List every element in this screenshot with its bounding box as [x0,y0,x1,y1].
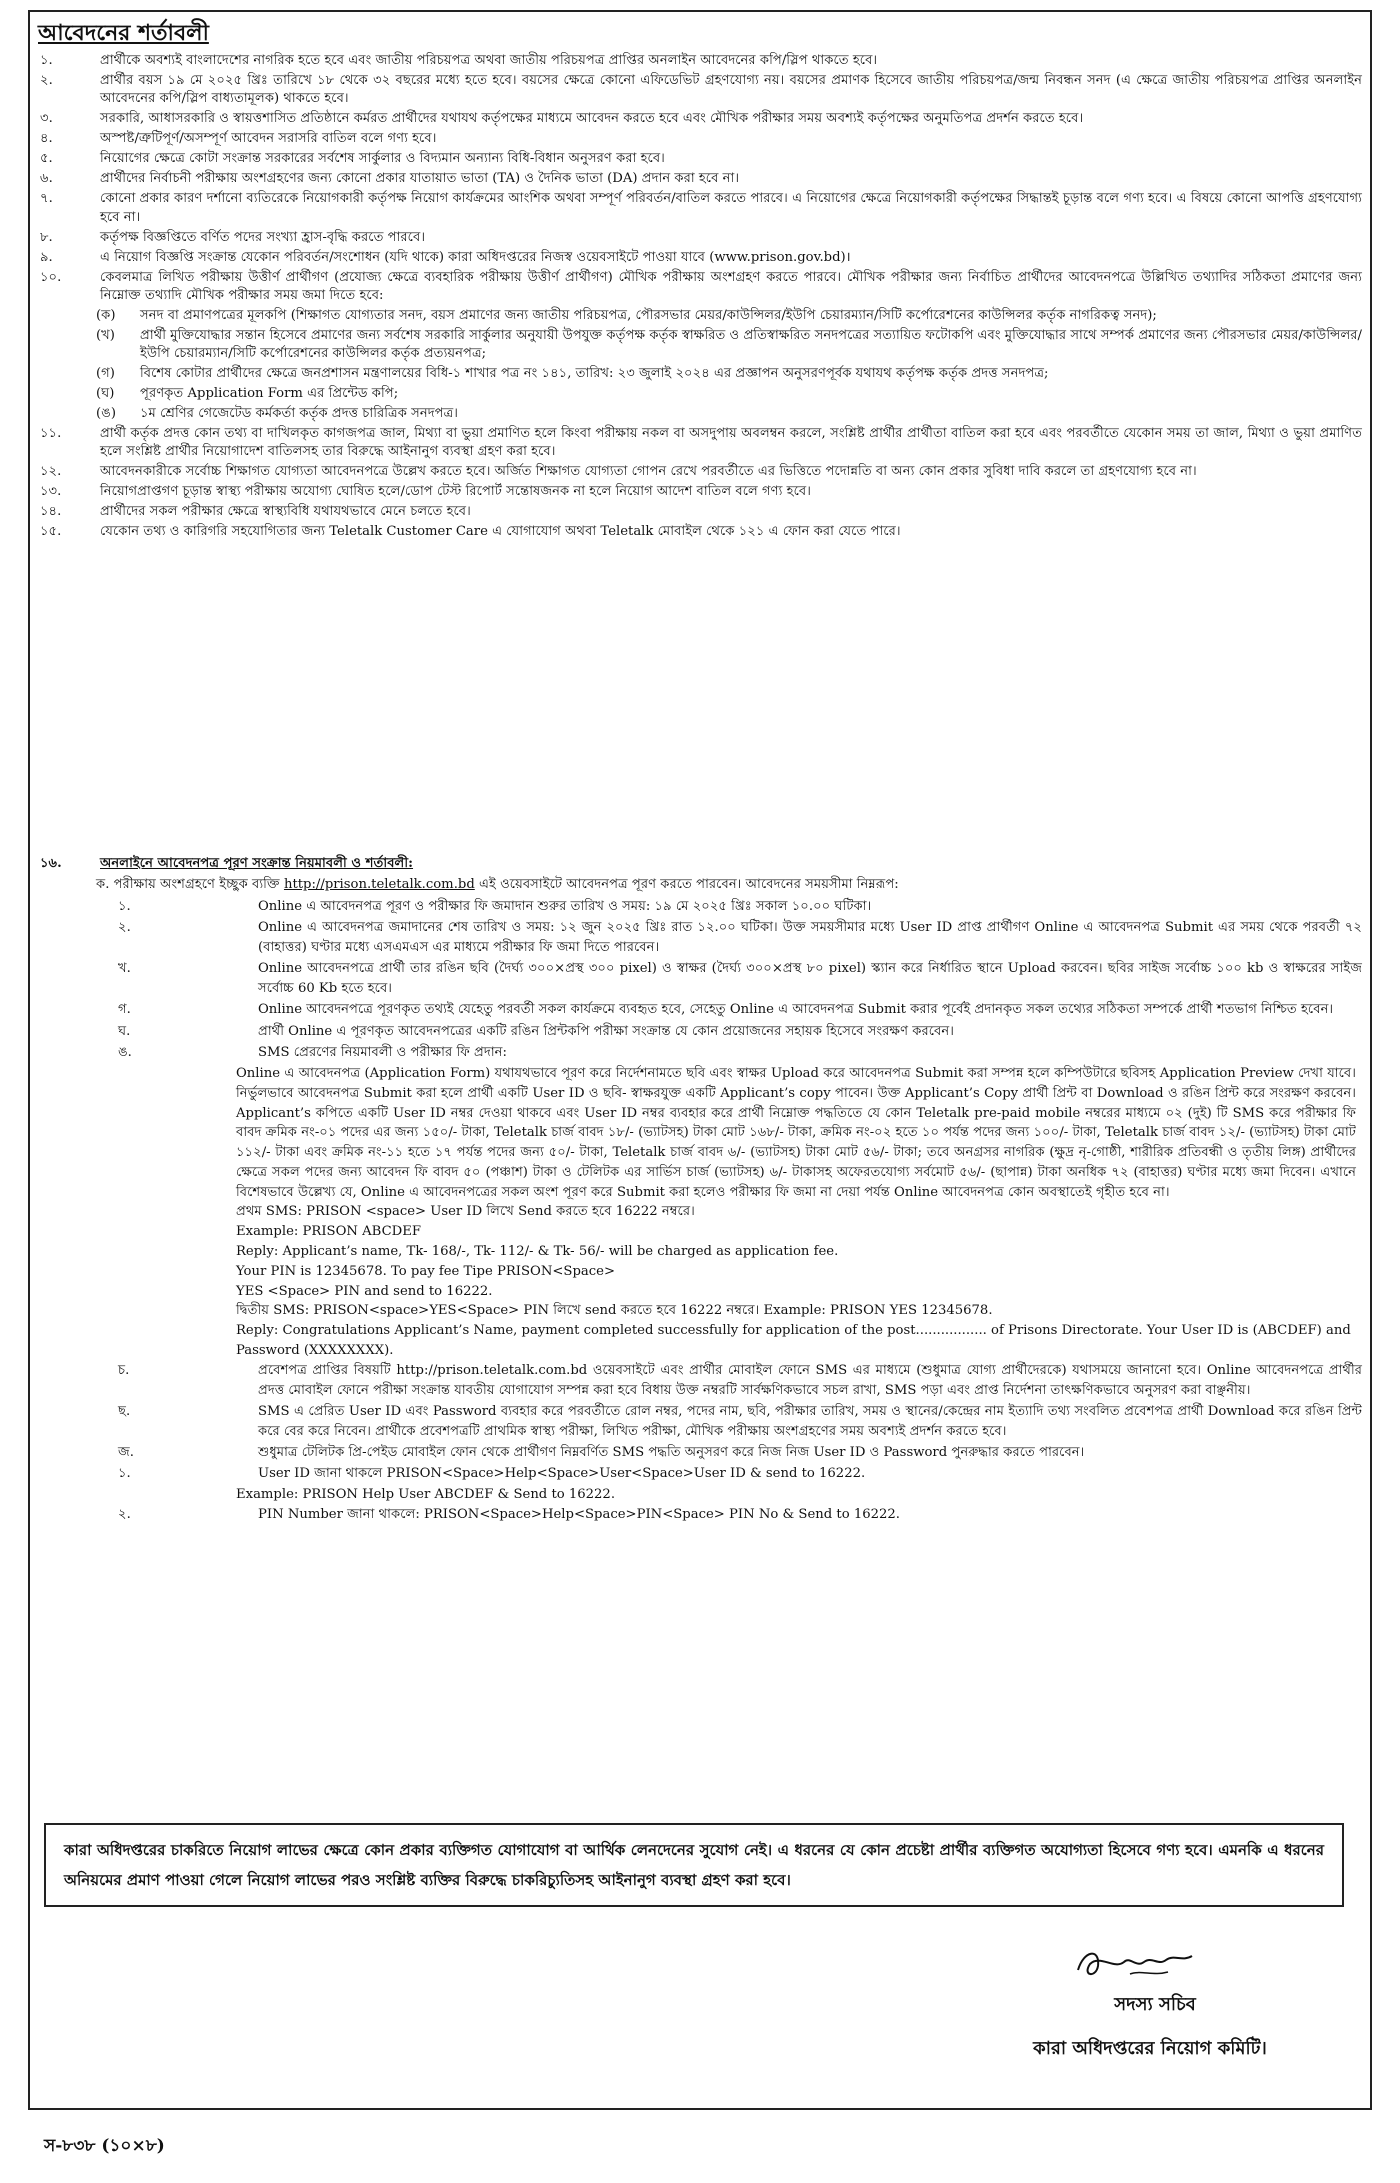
step-label: জ. [118,1444,134,1460]
online-section [36,854,1366,1526]
condition-number: ১৫. [40,524,62,540]
condition-text: প্রার্থীদের নির্বাচনী পরীক্ষায় অংশগ্রহণের জন্য কোনো প্রকার যাতায়াত ভাতা (TA) ও দৈনিক ভাতা (DA) প্রদান করা হবে না। [100,171,740,187]
condition-number: ২. [40,73,53,88]
online-number: ১৬. [40,856,62,871]
teletalk-link[interactable]: http://prison.teletalk.com.bd [283,877,475,893]
document-text: প্রার্থী মুক্তিযোদ্ধার সন্তান হিসেবে প্রমাণের জন্য সর্বশেষ সরকারি সার্কুলার অনুযায়ী উপযুক্ত কর্তৃপক্ষ কর্তৃক স্বাক্ষরিত ও প্রতিস্বাক্ষরিত সনদপত্রের সত্যায়িত ফটোকপি এবং মুক্তিযোদ্ধার সাথে সম্পর্ক প্রমাণের জন্য পৌরসভার মেয়র/কাউন্সিলর/ইউপি চেয়ারম্যান/সিটি কর্পোরেশনের কাউন্সিলর কর্তৃক প্রত্যয়নপত্র; [140,328,1362,362]
condition-text: প্রার্থীর বয়স ১৯ মে ২০২৫ খ্রিঃ তারিখে ১৮ থেকে ৩২ বছরের মধ্যে হতে হবে। বয়সের ক্ষেত্রে কোনো এফিডেভিট গ্রহণযোগ্য নয়। বয়সের প্রমাণক হিসেবে জাতীয় পরিচয়পত্র/জন্ম নিবন্ধন সনদ (এ ক্ষেত্রে জাতীয় পরিচয়পত্র প্রাপ্তির অনলাইন আবেদনের কপি/স্লিপ বাধ্যতামূলক) থাকতে হবে। [100,73,1362,107]
recovery-example: Example: PRISON Help User ABCDEF & Send to 16222. [236,1487,616,1503]
condition-text: প্রার্থীকে অবশ্যই বাংলাদেশের নাগরিক হতে হবে এবং জাতীয় পরিচয়পত্র অথবা জাতীয় পরিচয়পত্র প্রাপ্তির অনলাইন আবেদনের কপি/স্লিপ থাকতে হবে। [100,53,878,68]
page-title: আবেদনের শর্তাবলী [38,20,209,46]
condition-text: প্রার্থীদের সকল পরীক্ষার ক্ষেত্রে স্বাস্থ্যবিধি যথাযথভাবে মেনে চলতে হবে। [100,504,471,520]
document-item [96,307,1366,325]
document-label: (ক) [96,308,116,324]
online-step [96,1000,1366,1020]
condition-number: ১১. [40,425,62,441]
condition-number: ১০. [40,269,62,285]
warning-notice: কারা অধিদপ্তরের চাকরিতে নিয়োগ লাভের ক্ষেত্রে কোন প্রকার ব্যক্তিগত যোগাযোগ বা আর্থিক লেনদেনের সুযোগ নেই। এ ধরনের যে কোন প্রচেষ্টা প্রার্থীর ব্যক্তিগত অযোগ্যতা হিসেবে গণ্য হবে। এমনকি এ ধরনের অনিয়মের প্রমাণ পাওয়া গেলে নিয়োগ লাভের পরও সংশ্লিষ্ট ব্যক্তির বিরুদ্ধে চাকরিচ্যুতিসহ আইনানুগ ব্যবস্থা গ্রহণ করা হবে। [44,1823,1344,1907]
online-step [96,1402,1366,1442]
condition-number: ৪. [40,131,53,147]
step-label: খ. [118,961,131,977]
condition-text: নিয়োগপ্রাপ্তগণ চূড়ান্ত স্বাস্থ্য পরীক্ষায় অযোগ্য ঘোষিত হলে/ডোপ টেস্ট রিপোর্ট সন্তোষজনক না হলে নিয়োগ আদেশ বাতিল বলে গণ্য হবে। [100,484,811,500]
condition-item [36,110,1366,128]
online-step [96,1043,1366,1063]
condition-number: ৬. [40,171,53,187]
step-label: ২. [118,1507,131,1522]
step-text: প্রার্থী Online এ পূরণকৃত আবেদনপত্রের একটি রঙিন প্রিন্টকপি পরীক্ষা সংক্রান্ত যে কোন প্রয়োজনের সহায়ক হিসেবে সংরক্ষণ করবেন। [258,1023,954,1039]
step-text: Online আবেদনপত্রে প্রার্থী তার রঙিন ছবি (দৈর্ঘ্য ৩০০×প্রস্থ ৩০০ pixel) ও স্বাক্ষর (দৈর্ঘ্য ৩০০×প্রস্থ ৮০ pixel) স্ক্যান করে নির্ধারিত স্থানে Upload করবেন। ছবির সাইজ সর্বোচ্চ ১০০ kb ও স্বাক্ষরের সাইজ সর্বোচ্চ 60 Kb হতে হবে। [258,961,1362,997]
condition-text: সরকারি, আধাসরকারি ও স্বায়ত্তশাসিত প্রতিষ্ঠানে কর্মরত প্রার্থীদের যথাযথ কর্তৃপক্ষের মাধ্যমে আবেদন করতে হবে এবং মৌখিক পরীক্ষার সময় অবশ্যই কর্তৃপক্ষের অনুমতিপত্র প্রদর্শন করতে হবে। [100,111,1084,127]
sms-paragraph: Online এ আবেদনপত্র (Application Form) যথাযথভাবে পূরণ করে নির্দেশনামতে ছবি এবং স্বাক্ষর Upload করে আবেদনপত্র Submit করা সম্পন্ন হলে কম্পিউটারে ছবিসহ Application Preview দেখা যাবে। নির্ভুলভাবে আবেদনপত্র Submit করা হলে প্রার্থী একটি User ID ও ছবি- স্বাক্ষরযুক্ত একটি Applicant’s copy পাবেন। উক্ত Applicant’s Copy প্রার্থী প্রিন্ট বা Download ও রঙিন প্রিন্ট করে সংরক্ষণ করবেন। Applicant’s কপিতে একটি User ID নম্বর দেওয়া থাকবে এবং User ID নম্বর ব্যবহার করে প্রার্থী নিম্নোক্ত পদ্ধতিতে যে কোন Teletalk pre-paid mobile নম্বরের মাধ্যমে ০২ (দুই) টি SMS করে পরীক্ষার ফি বাবদ ক্রমিক নং-০১ পদের এর জন্য ১৫০/- টাকা, Teletalk চার্জ বাবদ ১৮/- (ভ্যাটসহ) টাকা মোট ১৬৮/- টাকা, ক্রমিক নং-০২ হতে ১০ পর্যন্ত পদের জন্য ১০০/- টাকা, Teletalk চার্জ বাবদ ১২/- (ভ্যাটসহ) টাকা মোট ১১২/- টাকা এবং ক্রমিক নং-১১ হতে ১৭ পর্যন্ত পদের জন্য ৫০/- টাকা, Teletalk চার্জ বাবদ ৬/- (ভ্যাটসহ) টাকা মোট ৫৬/- টাকা; তবে অনগ্রসর নাগরিক (ক্ষুদ্র নৃ-গোষ্ঠী, শারীরিক প্রতিবন্ধী ও তৃতীয় লিঙ্গ) প্রার্থীদের ক্ষেত্রে সকল পদের জন্য আবেদন ফি বাবদ ৫০ (পঞ্চাশ) টাকা ও টেলিটক এর সার্ভিস চার্জ (ভ্যাটসহ) ৬/- টাকাসহ অফেরতযোগ্য সর্বমোট ৫৬/- (ছাপান্ন) টাকা অনধিক ৭২ (বাহাত্তর) ঘণ্টার মধ্যে জমা দিবেন। এখানে বিশেষভাবে উল্লেখ্য যে, Online এ আবেদনপত্রের সকল অংশ পূরণ করে Submit করা হলেও পরীক্ষার ফি জমা না দেয়া পর্যন্ত Online আবেদনপত্র কোন অবস্থাতেই গৃহীত হবে না। [236,1065,1356,1200]
online-step [96,1022,1366,1042]
condition-text: প্রার্থী কর্তৃক প্রদত্ত কোন তথ্য বা দাখিলকৃত কাগজপত্র জাল, মিথ্যা বা ভুয়া প্রমাণিত হলে কিংবা পরীক্ষায় নকল বা অসদুপায় অবলম্বন করলে, সংশ্লিষ্ট প্রার্থীর প্রার্থীতা বাতিল করা হবে এবং পরবর্তীতে যেকোন সময় তা জাল, মিথ্যা ও ভুয়া প্রমাণিত হলে সংশ্লিষ্ট প্রার্থীর নিয়োগাদেশ বাতিলসহ তার বিরুদ্ধে আইনানুগ ব্যবস্থা গ্রহণ করা হবে। [100,425,1362,460]
step-text: SMS প্রেরণের নিয়মাবলী ও পরীক্ষার ফি প্রদান: [258,1044,507,1060]
condition-text: কোনো প্রকার কারণ দর্শানো ব্যতিরেকে নিয়োগকারী কর্তৃপক্ষ নিয়োগ কার্যক্রমের আংশিক অথবা সম্পূর্ণ পরিবর্তন/বাতিল করতে পারবে। এ নিয়োগের ক্ষেত্রে নিয়োগকারী কর্তৃপক্ষের সিদ্ধান্তই চূড়ান্ত বলে গণ্য হবে। এ বিষয়ে কোনো আপত্তি গ্রহণযোগ্য হবে না। [100,191,1362,225]
condition-number: ৮. [40,229,53,245]
signature-block [1033,1938,1340,2068]
step-text: Online এ আবেদনপত্র পূরণ ও পরীক্ষার ফি জমাদান শুরুর তারিখ ও সময়: ১৯ মে ২০২৫ খ্রিঃ সকাল ১০.০০ ঘটিকা। [258,899,872,915]
online-intro-post: এই ওয়েবসাইটে আবেদনপত্র পূরণ করতে পারবেন। আবেদনের সময়সীমা নিম্নরূপ: [478,877,899,893]
step-text: User ID জানা থাকলে PRISON<Space>Help<Space>User<Space>User ID & send to 16222. [258,1466,866,1482]
condition-number: ৯. [40,249,53,265]
sms-instruction: Your PIN is 12345678. To pay fee Tipe PRISON<Space> [236,1263,615,1279]
condition-number: ১৪. [40,504,62,520]
document-text: পূরণকৃত Application Form এর প্রিন্টেড কপি; [140,386,399,402]
recovery-step [96,1505,1366,1525]
sms-instruction: Example: PRISON ABCDEF [236,1224,422,1240]
online-intro [96,875,1366,895]
condition-item [36,52,1366,70]
document-label: (ঘ) [96,386,115,402]
step-label: চ. [118,1362,130,1378]
signature-scribble [1070,1940,1200,1988]
condition-text: কর্তৃপক্ষ বিজ্ঞপ্তিতে বর্ণিত পদের সংখ্যা হ্রাস-বৃদ্ধি করতে পারবে। [100,229,426,245]
condition-number: ৩. [40,111,53,127]
condition-number: ৭. [40,191,53,207]
signatory-organization: কারা অধিদপ্তরের নিয়োগ কমিটি। [1033,2038,1267,2059]
step-text: PIN Number জানা থাকলে: PRISON<Space>Help<Space>PIN<Space> PIN No & Send to 16222. [258,1507,900,1522]
condition-item [36,190,1366,227]
sms-instruction: Reply: Congratulations Applicant’s Name, payment completed successfully for application of the post................. of Prisons Directorate. Your User ID is (ABCDEF) and Password (XXXXXXXX). [236,1323,1351,1359]
online-step [96,1443,1366,1463]
document-text: বিশেষ কোটার প্রার্থীদের ক্ষেত্রে জনপ্রশাসন মন্ত্রণালয়ের বিধি-১ শাখার পত্র নং ১৪১, তারিখ: ২৩ জুলাই ২০২৪ এর প্রজ্ঞাপন অনুসরণপূর্বক যথাযথ কর্তৃপক্ষ কর্তৃক প্রদত্ত সনদপত্র; [140,366,1049,382]
condition-text: আবেদনকারীকে সর্বোচ্চ শিক্ষাগত যোগ্যতা আবেদনপত্রে উল্লেখ করতে হবে। অর্জিত শিক্ষাগত যোগ্যতা গোপন রেখে পরবর্তীতে এর ভিত্তিতে পদোন্নতি বা অন্য কোন প্রকার সুবিধা দাবি করলে তা গ্রহণযোগ্য হবে না। [100,464,1197,480]
document-text: ১ম শ্রেণির গেজেটেড কর্মকর্তা কর্তৃক প্রদত্ত চারিত্রিক সনদপত্র। [140,405,459,421]
online-title: অনলাইনে আবেদনপত্র পূরণ সংক্রান্ত নিয়মাবলী ও শর্তাবলী: [100,856,414,871]
condition-number: ৫. [40,151,53,167]
step-label: ঘ. [118,1023,131,1039]
condition-item [36,170,1366,188]
step-text: SMS এ প্রেরিত User ID এবং Password ব্যবহার করে পরবর্তীতে রোল নম্বর, পদের নাম, ছবি, পরীক্ষার তারিখ, সময় ও স্থানের/কেন্দ্রের নাম ইত্যাদি তথ্য সংবলিত প্রবেশপত্র প্রার্থী Download করে রঙিন প্রিন্ট করে বের করে নিবেন। প্রার্থীকে প্রবেশপত্রটি প্রাথমিক স্বাস্থ্য পরীক্ষা, লিখিত পরীক্ষা, মৌখিক পরীক্ষায় অংশগ্রহণের সময় অবশ্যই প্রদর্শন করতে হবে। [258,1403,1362,1439]
document-text: সনদ বা প্রমাণপত্রের মূলকপি (শিক্ষাগত যোগ্যতার সনদ, বয়স প্রমাণের জন্য জাতীয় পরিচয়পত্র, পৌরসভার মেয়র/কাউন্সিলর/ইউপি চেয়ারম্যান/সিটি কর্পোরেশনের কাউন্সিলর কর্তৃক নাগরিকত্ব সনদ); [140,308,1157,324]
condition-item [36,130,1366,148]
sms-instruction: প্রথম SMS: PRISON <space> User ID লিখে Send করতে হবে 16222 নম্বরে। [236,1204,695,1220]
online-step [96,918,1366,958]
condition-text: এ নিয়োগ বিজ্ঞপ্তি সংক্রান্ত যেকোন পরিবর্তন/সংশোধন (যদি থাকে) কারা অধিদপ্তরের নিজস্ব ওয়েবসাইটে পাওয়া যাবে (www.prison.gov.bd)। [100,249,851,265]
sms-instruction: দ্বিতীয় SMS: PRISON<space>YES<Space> PIN লিখে send করতে হবে 16222 নম্বরে। Example: PRISON YES 12345678. [236,1303,993,1319]
step-label: ঙ. [118,1044,132,1060]
document-item [96,405,1366,423]
sms-instruction: YES <Space> PIN and send to 16222. [236,1283,493,1299]
step-text: Online আবেদনপত্রে পূরণকৃত তথ্যই যেহেতু পরবর্তী সকল কার্যক্রমে ব্যবহৃত হবে, সেহেতু Online এ আবেদনপত্র Submit করার পূর্বেই প্রদানকৃত সকল তথ্যের সঠিকতা সম্পর্কে প্রার্থী শতভাগ নিশ্চিত হবেন। [258,1002,1334,1018]
online-step [96,1361,1366,1401]
online-intro-pre: ক. পরীক্ষায় অংশগ্রহণে ইচ্ছুক ব্যক্তি [96,877,280,893]
print-code: স-৮৩৮ (১০×৮) [44,2136,165,2156]
conditions-list [36,52,1366,543]
document-item [96,385,1366,403]
step-label: ছ. [118,1403,131,1419]
condition-item [36,463,1366,481]
step-text: প্রবেশপত্র প্রাপ্তির বিষয়টি http://prison.teletalk.com.bd ওয়েবসাইটে এবং প্রার্থীর মোবাইল ফোনে SMS এর মাধ্যমে (শুধুমাত্র যোগ্য প্রার্থীদেরকে) যথাসময়ে জানানো হবে। Online আবেদনপত্রে প্রার্থীর প্রদত্ত মোবাইল ফোনে পরীক্ষা সংক্রান্ত যাবতীয় যোগাযোগ সম্পন্ন করা হবে বিধায় উক্ত নম্বরটি সার্বক্ষণিকভাবে সচল রাখা, SMS পড়া এবং প্রাপ্ত নির্দেশনা তাৎক্ষণিকভাবে অনুসরণ করা বাঞ্ছনীয়। [258,1362,1362,1398]
document-item [96,327,1366,364]
condition-text: নিয়োগের ক্ষেত্রে কোটা সংক্রান্ত সরকারের সর্বশেষ সার্কুলার ও বিদ্যমান অন্যান্য বিধি-বিধান অনুসরণ করা হবে। [100,151,665,167]
condition-text: যেকোন তথ্য ও কারিগরি সহযোগিতার জন্য Teletalk Customer Care এ যোগাযোগ অথবা Teletalk মোবাইল থেকে ১২১ এ ফোন করা যেতে পারে। [100,524,901,540]
document-label: (খ) [96,328,115,344]
condition-item [36,269,1366,306]
document-label: (ঙ) [96,405,116,421]
signatory-role: সদস্য সচিব [1114,1994,1196,2015]
condition-item [36,503,1366,521]
online-step [96,897,1366,917]
condition-item [36,483,1366,501]
condition-item [36,249,1366,267]
document-label: (গ) [96,366,115,382]
step-label: ১. [118,899,131,915]
step-label: গ. [118,1002,131,1018]
condition-item [36,229,1366,247]
online-step [96,959,1366,999]
step-text: Online এ আবেদনপত্র জমাদানের শেষ তারিখ ও সময়: ১২ জুন ২০২৫ খ্রিঃ রাত ১২.০০ ঘটিকা। উক্ত সময়সীমার মধ্যে User ID প্রাপ্ত প্রার্থীগণ Online এ আবেদনপত্র Submit এর সময় থেকে পরবর্তী ৭২ (বাহাত্তর) ঘণ্টার মধ্যে এসএমএস এর মাধ্যমে পরীক্ষার ফি জমা দিতে পারবেন। [258,920,1362,956]
recovery-step [96,1464,1366,1484]
condition-number: ১. [40,53,53,68]
step-label: ১. [118,1466,131,1482]
conditions-frame [28,10,1372,2110]
condition-text: অস্পষ্ট/ত্রুটিপূর্ণ/অসম্পূর্ণ আবেদন সরাসরি বাতিল বলে গণ্য হবে। [100,131,437,147]
condition-item [36,150,1366,168]
sms-instruction: Reply: Applicant’s name, Tk- 168/-, Tk- 112/- & Tk- 56/- will be charged as application fee. [236,1244,839,1260]
condition-item [36,72,1366,109]
condition-item [36,523,1366,541]
step-label: ২. [118,920,131,936]
step-text: শুধুমাত্র টেলিটক প্রি-পেইড মোবাইল ফোন থেকে প্রার্থীগণ নিম্নবর্ণিত SMS পদ্ধতি অনুসরণ করে নিজ নিজ User ID ও Password পুনরুদ্ধার করতে পারবেন। [258,1444,1085,1460]
condition-item [36,425,1366,462]
condition-text: কেবলমাত্র লিখিত পরীক্ষায় উত্তীর্ণ প্রার্থীগণ (প্রযোজ্য ক্ষেত্রে ব্যবহারিক পরীক্ষায় উত্তীর্ণ প্রার্থীগণ) মৌখিক পরীক্ষায় অংশগ্রহণ করতে পারবে। মৌখিক পরীক্ষার জন্য নির্বাচিত প্রার্থীদের আবেদনপত্রে উল্লিখিত তথ্যাদির সঠিকতা প্রমাণের জন্য নিম্নোক্ত তথ্যাদি মৌখিক পরীক্ষার সময় জমা দিতে হবে: [100,269,1362,304]
document-item [96,365,1366,383]
condition-number: ১২. [40,464,62,480]
condition-number: ১৩. [40,484,62,500]
